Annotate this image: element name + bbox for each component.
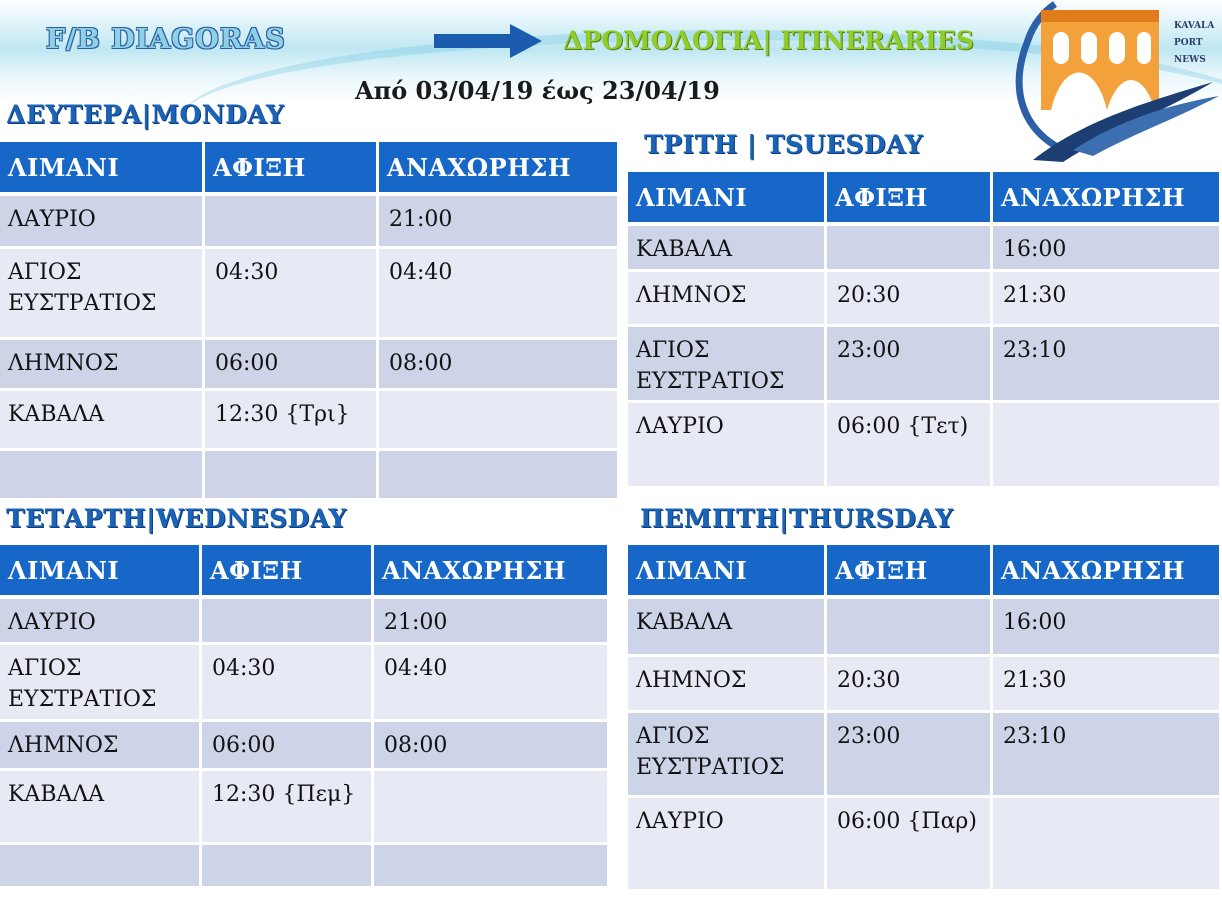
cell-departure bbox=[379, 451, 620, 501]
cell-arrival: 06:00 bbox=[202, 722, 374, 771]
cell-arrival: 23:00 bbox=[827, 713, 993, 798]
cell-port: ΛΑΥΡΙΟ bbox=[0, 599, 202, 645]
column-header-arrival: ΑΦΙΞΗ bbox=[202, 545, 374, 599]
cell-port: ΑΓΙΟΣ ΕΥΣΤΡΑΤΙΟΣ bbox=[628, 713, 827, 798]
cell-arrival: 23:00 bbox=[827, 327, 993, 403]
table-row bbox=[628, 403, 1222, 489]
cell-port: ΚΑΒΑΛΑ bbox=[628, 226, 827, 272]
right-arrow-icon bbox=[432, 22, 544, 60]
column-header-port: ΛΙΜΑΝΙ bbox=[628, 172, 827, 226]
cell-departure: 23:10 bbox=[993, 327, 1222, 403]
cell-port: ΑΓΙΟΣ ΕΥΣΤΡΑΤΙΟΣ bbox=[0, 645, 202, 722]
cell-departure bbox=[374, 771, 610, 845]
table-row bbox=[0, 391, 620, 451]
logo-text bbox=[1174, 18, 1218, 69]
table-row bbox=[0, 771, 610, 845]
column-header-departure: ΑΝΑΧΩΡΗΣΗ bbox=[374, 545, 610, 599]
cell-port bbox=[0, 845, 202, 889]
cell-departure: 04:40 bbox=[379, 249, 620, 340]
table-header-row bbox=[628, 545, 1222, 599]
cell-port: ΚΑΒΑΛΑ bbox=[628, 599, 827, 657]
day-title-tuesday: ΤΡΙΤΗ | TSUESDAY bbox=[644, 130, 924, 159]
cell-arrival bbox=[202, 845, 374, 889]
cell-port: ΛΗΜΝΟΣ bbox=[0, 340, 205, 391]
cell-arrival bbox=[202, 599, 374, 645]
cell-departure: 21:30 bbox=[993, 272, 1222, 327]
cell-arrival: 06:00 bbox=[205, 340, 379, 391]
column-header-departure: ΑΝΑΧΩΡΗΣΗ bbox=[993, 172, 1222, 226]
day-title-monday: ΔΕΥΤΕΡΑ|MONDAY bbox=[6, 100, 285, 129]
column-header-port: ΛΙΜΑΝΙ bbox=[0, 142, 205, 196]
table-row bbox=[628, 327, 1222, 403]
cell-departure: 23:10 bbox=[993, 713, 1222, 798]
cell-port: ΛΑΥΡΙΟ bbox=[0, 196, 205, 249]
cell-port: ΛΑΥΡΙΟ bbox=[628, 798, 827, 892]
table-header-row bbox=[0, 142, 620, 196]
schedule-table-wednesday bbox=[0, 545, 610, 889]
table-row bbox=[628, 798, 1222, 892]
column-header-departure: ΑΝΑΧΩΡΗΣΗ bbox=[379, 142, 620, 196]
cell-port bbox=[0, 451, 205, 501]
cell-port: ΛΗΜΝΟΣ bbox=[0, 722, 202, 771]
period-text: Από 03/04/19 έως 23/04/19 bbox=[355, 76, 720, 105]
cell-arrival: 20:30 bbox=[827, 657, 993, 713]
cell-arrival bbox=[827, 226, 993, 272]
table-row bbox=[0, 249, 620, 340]
cell-departure: 04:40 bbox=[374, 645, 610, 722]
cell-departure: 21:30 bbox=[993, 657, 1222, 713]
table-row bbox=[0, 599, 610, 645]
cell-departure: 08:00 bbox=[379, 340, 620, 391]
table-header-row bbox=[628, 172, 1222, 226]
cell-departure bbox=[993, 798, 1222, 892]
cell-port: ΚΑΒΑΛΑ bbox=[0, 391, 205, 451]
cell-departure: 21:00 bbox=[379, 196, 620, 249]
table-row bbox=[628, 226, 1222, 272]
cell-arrival: 04:30 bbox=[202, 645, 374, 722]
cell-departure: 21:00 bbox=[374, 599, 610, 645]
column-header-arrival: ΑΦΙΞΗ bbox=[827, 172, 993, 226]
cell-arrival: 12:30 {Πεμ} bbox=[202, 771, 374, 845]
cell-port: ΛΗΜΝΟΣ bbox=[628, 272, 827, 327]
cell-port: ΚΑΒΑΛΑ bbox=[0, 771, 202, 845]
column-header-arrival: ΑΦΙΞΗ bbox=[827, 545, 993, 599]
table-row bbox=[0, 340, 620, 391]
table-row bbox=[628, 713, 1222, 798]
cell-departure bbox=[379, 391, 620, 451]
cell-port: ΛΗΜΝΟΣ bbox=[628, 657, 827, 713]
cell-arrival bbox=[205, 196, 379, 249]
cell-arrival: 06:00 {Παρ) bbox=[827, 798, 993, 892]
schedule-table-tuesday bbox=[628, 172, 1222, 489]
schedule-table-monday bbox=[0, 142, 620, 501]
table-row bbox=[628, 657, 1222, 713]
cell-departure: 08:00 bbox=[374, 722, 610, 771]
column-header-departure: ΑΝΑΧΩΡΗΣΗ bbox=[993, 545, 1222, 599]
logo-text-line: NEWS bbox=[1174, 55, 1206, 65]
logo-text-line: KAVALA bbox=[1174, 21, 1215, 31]
table-row bbox=[0, 196, 620, 249]
column-header-port: ΛΙΜΑΝΙ bbox=[0, 545, 202, 599]
schedule-table-thursday bbox=[628, 545, 1222, 892]
logo-text-line: PORT bbox=[1174, 38, 1203, 48]
cell-port: ΑΓΙΟΣ ΕΥΣΤΡΑΤΙΟΣ bbox=[0, 249, 205, 340]
cell-arrival: 04:30 bbox=[205, 249, 379, 340]
cell-arrival: 06:00 {Τετ) bbox=[827, 403, 993, 489]
cell-arrival bbox=[827, 599, 993, 657]
cell-port: ΑΓΙΟΣ ΕΥΣΤΡΑΤΙΟΣ bbox=[628, 327, 827, 403]
table-row bbox=[628, 272, 1222, 327]
cell-arrival: 12:30 {Τρι} bbox=[205, 391, 379, 451]
cell-arrival: 20:30 bbox=[827, 272, 993, 327]
table-row bbox=[628, 599, 1222, 657]
cell-departure bbox=[374, 845, 610, 889]
cell-port: ΛΑΥΡΙΟ bbox=[628, 403, 827, 489]
table-header-row bbox=[0, 545, 610, 599]
ship-name: F/B DIAGORAS bbox=[46, 24, 286, 55]
table-row bbox=[0, 845, 610, 889]
cell-arrival bbox=[205, 451, 379, 501]
cell-departure: 16:00 bbox=[993, 599, 1222, 657]
column-header-arrival: ΑΦΙΞΗ bbox=[205, 142, 379, 196]
itineraries-title: ΔΡΟΜΟΛΟΓΙΑ| ITINERARIES bbox=[563, 26, 974, 55]
table-row bbox=[0, 645, 610, 722]
cell-departure bbox=[993, 403, 1222, 489]
cell-departure: 16:00 bbox=[993, 226, 1222, 272]
day-title-wednesday: ΤΕΤΑΡΤΗ|WEDNESDAY bbox=[6, 504, 347, 533]
table-row bbox=[0, 451, 620, 501]
day-title-thursday: ΠΕΜΠΤΗ|THURSDAY bbox=[640, 504, 954, 533]
table-row bbox=[0, 722, 610, 771]
column-header-port: ΛΙΜΑΝΙ bbox=[628, 545, 827, 599]
